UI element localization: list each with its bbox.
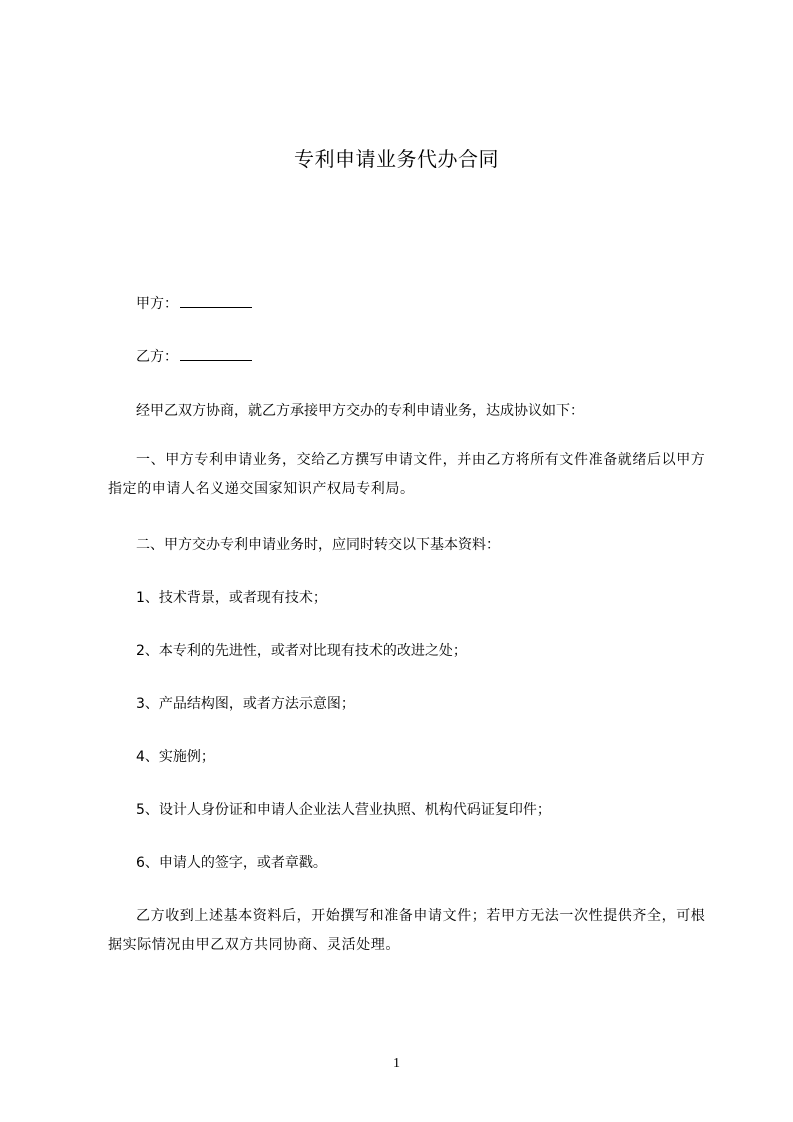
- page-number: 1: [393, 1056, 400, 1071]
- clause-1-paragraph: 一、甲方专利申请业务，交给乙方撰写申请文件，并由乙方将所有文件准备就绪后以甲方指定的申请人名义递交国家知识产权局专利局。: [108, 452, 706, 497]
- clause-2-paragraph: 二、甲方交办专利申请业务时，应同时转交以下基本资料：: [136, 537, 500, 553]
- party-b-blank: [180, 348, 252, 361]
- party-b-label: 乙方：: [136, 349, 178, 365]
- party-b-line: [108, 346, 746, 366]
- party-a-label: 甲方：: [136, 296, 178, 312]
- list-item: 4、实施例；: [136, 749, 215, 765]
- list-item: 6、申请人的签字，或者章戳。: [136, 855, 327, 871]
- closing-paragraph: 乙方收到上述基本资料后，开始撰写和准备申请文件；若甲方无法一次性提供齐全，可根据实际情况由甲乙双方共同协商、灵活处理。: [108, 908, 706, 953]
- list-item: 2、本专利的先进性，或者对比现有技术的改进之处；: [136, 643, 467, 659]
- list-item: 5、设计人身份证和申请人企业法人营业执照、机构代码证复印件；: [136, 802, 551, 818]
- list-item: 3、产品结构图，或者方法示意图；: [136, 696, 355, 712]
- party-a-line: [108, 293, 746, 313]
- party-a-blank: [180, 295, 252, 308]
- document-title: 专利申请业务代办合同: [294, 147, 499, 171]
- list-item: 1、技术背景，或者现有技术；: [136, 590, 327, 606]
- intro-paragraph: 经甲乙双方协商，就乙方承接甲方交办的专利申请业务，达成协议如下：: [136, 403, 584, 419]
